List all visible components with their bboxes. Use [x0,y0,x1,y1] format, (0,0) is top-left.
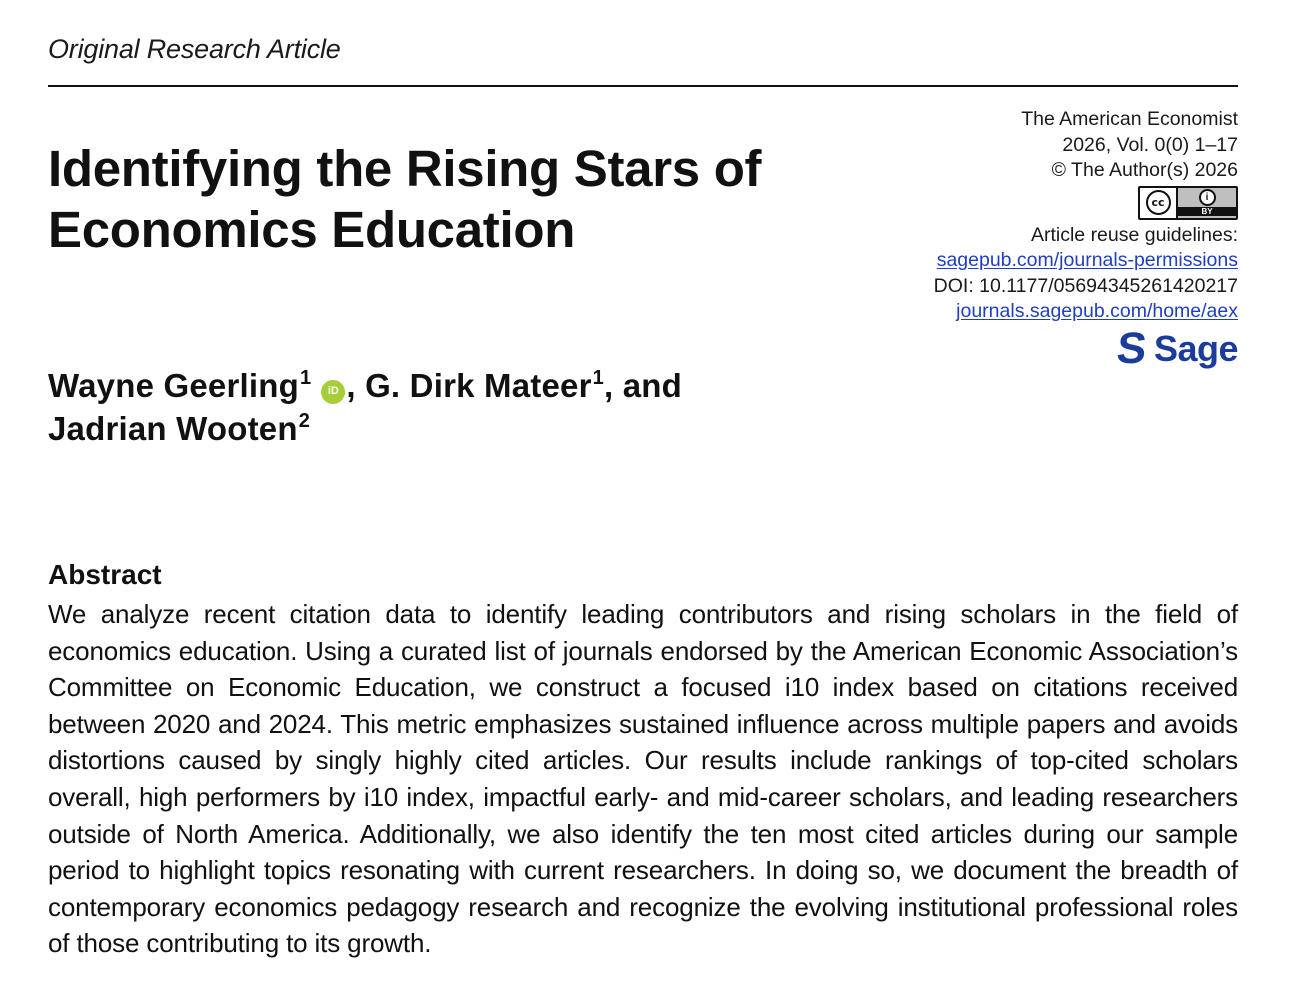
affiliation-marker: 1 [299,367,312,389]
reuse-guidelines-label: Article reuse guidelines: [1030,223,1238,246]
sage-wordmark: Sage [1153,327,1238,369]
cc-icon: cc [1146,190,1171,215]
article-title: Identifying the Rising Stars of Economics Education [48,140,762,258]
cc-by-icon[interactable] [1138,186,1238,220]
doi: DOI: 10.1177/05694345261420217 [933,274,1238,297]
abstract-heading: Abstract [48,559,162,590]
author-name: Wayne Geerling [48,367,299,404]
sage-s-icon: S [1114,323,1149,373]
person-icon: i [1199,189,1216,206]
abstract-body: We analyze recent citation data to identify leading contributors and rising scholars in the field of economics education. Using a curated list of journals endorsed by the American Economic Association’s Committee on Economic Education, we construct a focused i10 index based on citations received between 2020 and 2024. This metric emphasizes sustained influence across multiple papers and avoids distortions caused by singly highly cited articles. Our results include rankings of top-cited scholars overall, high performers by i10 index, impactful early- and mid-career scholars, and leading researchers outside of North America. Additionally, we also identify the ten most cited articles during our sample period to highlight topics resonating with current researchers. In doing so, we document the breadth of contemporary economics pedagogy research and recognize the evolving institutional professional roles of those contributing to its growth. [48,599,1238,959]
author-name: G. Dirk Mateer [365,367,592,404]
author-separator: , [346,367,356,404]
by-label: BY [1178,207,1236,216]
affiliation-marker: 2 [298,410,311,432]
header-divider [48,85,1238,87]
author-name: Jadrian Wooten [48,410,298,447]
article-type-label: Original Research Article [48,34,341,64]
journal-meta-block [818,107,1238,373]
affiliation-marker: 1 [592,367,604,389]
author-separator: , and [603,367,682,404]
journal-name: The American Economist [1021,108,1238,130]
author-list [48,364,808,450]
orcid-icon[interactable]: iD [321,380,345,404]
volume-info: 2026, Vol. 0(0) 1–17 [1062,133,1238,156]
permissions-link[interactable]: sagepub.com/journals-permissions [936,249,1238,271]
journal-home-link[interactable]: journals.sagepub.com/home/aex [956,300,1238,322]
sage-logo [1114,323,1238,373]
copyright-line: © The Author(s) 2026 [1051,159,1238,181]
